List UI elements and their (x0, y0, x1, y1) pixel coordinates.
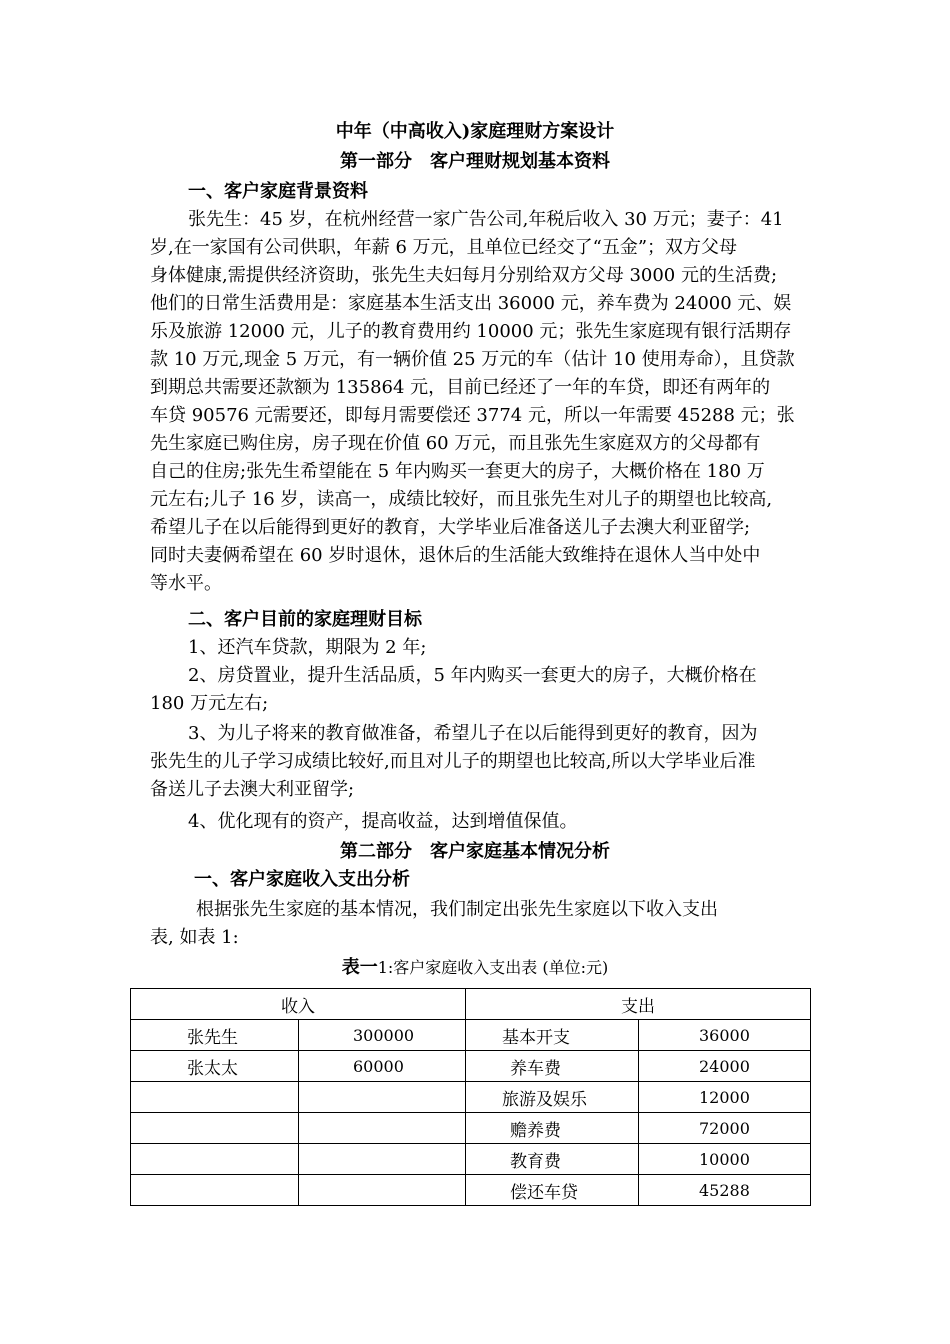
expense-value-cell: 24000 (639, 1051, 811, 1082)
expense-value-cell: 12000 (639, 1082, 811, 1113)
background-line: 款 10 万元,现金 5 万元，有一辆价值 25 万元的车（估计 10 使用寿命），且贷款 (150, 349, 795, 370)
section2-heading: 二、客户目前的家庭理财目标 (188, 609, 422, 630)
table-caption (0, 956, 950, 980)
section3-heading: 一、客户家庭收入支出分析 (194, 869, 410, 890)
income-expense-table (130, 988, 811, 1206)
income-value-cell: 300000 (299, 1020, 466, 1051)
table-caption-label: 表一 (341, 957, 378, 978)
income-name-cell: 张太太 (131, 1051, 299, 1082)
expense-value-cell: 45288 (639, 1175, 811, 1206)
table-row (131, 1020, 811, 1051)
background-line: 乐及旅游 12000 元，儿子的教育费用约 10000 元；张先生家庭现有银行活期存 (150, 321, 792, 342)
background-line: 身体健康,需提供经济资助，张先生夫妇每月分别给双方父母 3000 元的生活费; (150, 265, 778, 286)
goal-line: 1、还汽车贷款，期限为 2 年; (188, 637, 427, 658)
background-line: 车贷 90576 元需要还，即每月需要偿还 3774 元，所以一年需要 45288 元；张 (150, 405, 795, 426)
income-value-cell (299, 1082, 466, 1113)
goal-line: 3、为儿子将来的教育做准备，希望儿子在以后能得到更好的教育，因为 (188, 723, 758, 744)
income-name-cell (131, 1144, 299, 1175)
expense-name-cell: 旅游及娱乐 (466, 1082, 639, 1113)
table-row (131, 1051, 811, 1082)
expense-name-cell: 教育费 (466, 1144, 639, 1175)
expense-value-cell: 10000 (639, 1144, 811, 1175)
background-line: 等水平。 (150, 573, 222, 594)
background-line: 元左右;儿子 16 岁，读高一，成绩比较好，而且张先生对儿子的期望也比较高, (150, 489, 773, 510)
expense-value-cell: 72000 (639, 1113, 811, 1144)
income-name-cell (131, 1175, 299, 1206)
income-name-cell: 张先生 (131, 1020, 299, 1051)
background-line: 张先生：45 岁，在杭州经营一家广告公司,年税后收入 30 万元；妻子：41 (188, 209, 784, 230)
table-caption-text: 1:客户家庭收入支出表 (单位:元) (377, 958, 609, 977)
background-line: 先生家庭已购住房，房子现在价值 60 万元，而且张先生家庭双方的父母都有 (150, 433, 761, 454)
part1-heading: 第一部分 客户理财规划基本资料 (340, 151, 610, 172)
expense-name-cell: 养车费 (466, 1051, 639, 1082)
part2-heading: 第二部分 客户家庭基本情况分析 (340, 841, 610, 862)
income-name-cell (131, 1082, 299, 1113)
expense-name-cell: 偿还车贷 (466, 1175, 639, 1206)
income-value-cell (299, 1144, 466, 1175)
background-line: 希望儿子在以后能得到更好的教育，大学毕业后准备送儿子去澳大利亚留学; (150, 517, 751, 538)
intro-line: 根据张先生家庭的基本情况，我们制定出张先生家庭以下收入支出 (196, 899, 718, 920)
intro-line: 表, 如表 1: (150, 927, 239, 948)
table-header-row (131, 989, 811, 1020)
background-line: 岁,在一家国有公司供职，年薪 6 万元，且单位已经交了“五金”；双方父母 (150, 237, 738, 258)
income-value-cell (299, 1113, 466, 1144)
goal-line: 备送儿子去澳大利亚留学; (150, 779, 355, 800)
income-header: 收入 (131, 989, 466, 1020)
income-value-cell: 60000 (299, 1051, 466, 1082)
document-title: 中年（中高收入)家庭理财方案设计 (335, 121, 615, 142)
goal-line: 2、房贷置业，提升生活品质，5 年内购买一套更大的房子，大概价格在 (188, 665, 757, 686)
table-row (131, 1113, 811, 1144)
income-value-cell (299, 1175, 466, 1206)
expense-header: 支出 (466, 989, 811, 1020)
background-line: 他们的日常生活费用是：家庭基本生活支出 36000 元，养车费为 24000 元、娱 (150, 293, 792, 314)
section1-heading: 一、客户家庭背景资料 (188, 181, 368, 202)
expense-name-cell: 基本开支 (466, 1020, 639, 1051)
expense-value-cell: 36000 (639, 1020, 811, 1051)
income-name-cell (131, 1113, 299, 1144)
background-line: 到期总共需要还款额为 135864 元，目前已经还了一年的车贷，即还有两年的 (150, 377, 771, 398)
table-row (131, 1144, 811, 1175)
expense-name-cell: 赡养费 (466, 1113, 639, 1144)
table-row (131, 1175, 811, 1206)
background-line: 自己的住房;张先生希望能在 5 年内购买一套更大的房子，大概价格在 180 万 (150, 461, 765, 482)
goal-line: 4、优化现有的资产，提高收益，达到增值保值。 (188, 811, 578, 832)
background-line: 同时夫妻俩希望在 60 岁时退休，退休后的生活能大致维持在退休人当中处中 (150, 545, 761, 566)
goal-line: 张先生的儿子学习成绩比较好,而且对儿子的期望也比较高,所以大学毕业后准 (150, 751, 756, 772)
table-row (131, 1082, 811, 1113)
goal-line: 180 万元左右; (150, 693, 269, 714)
